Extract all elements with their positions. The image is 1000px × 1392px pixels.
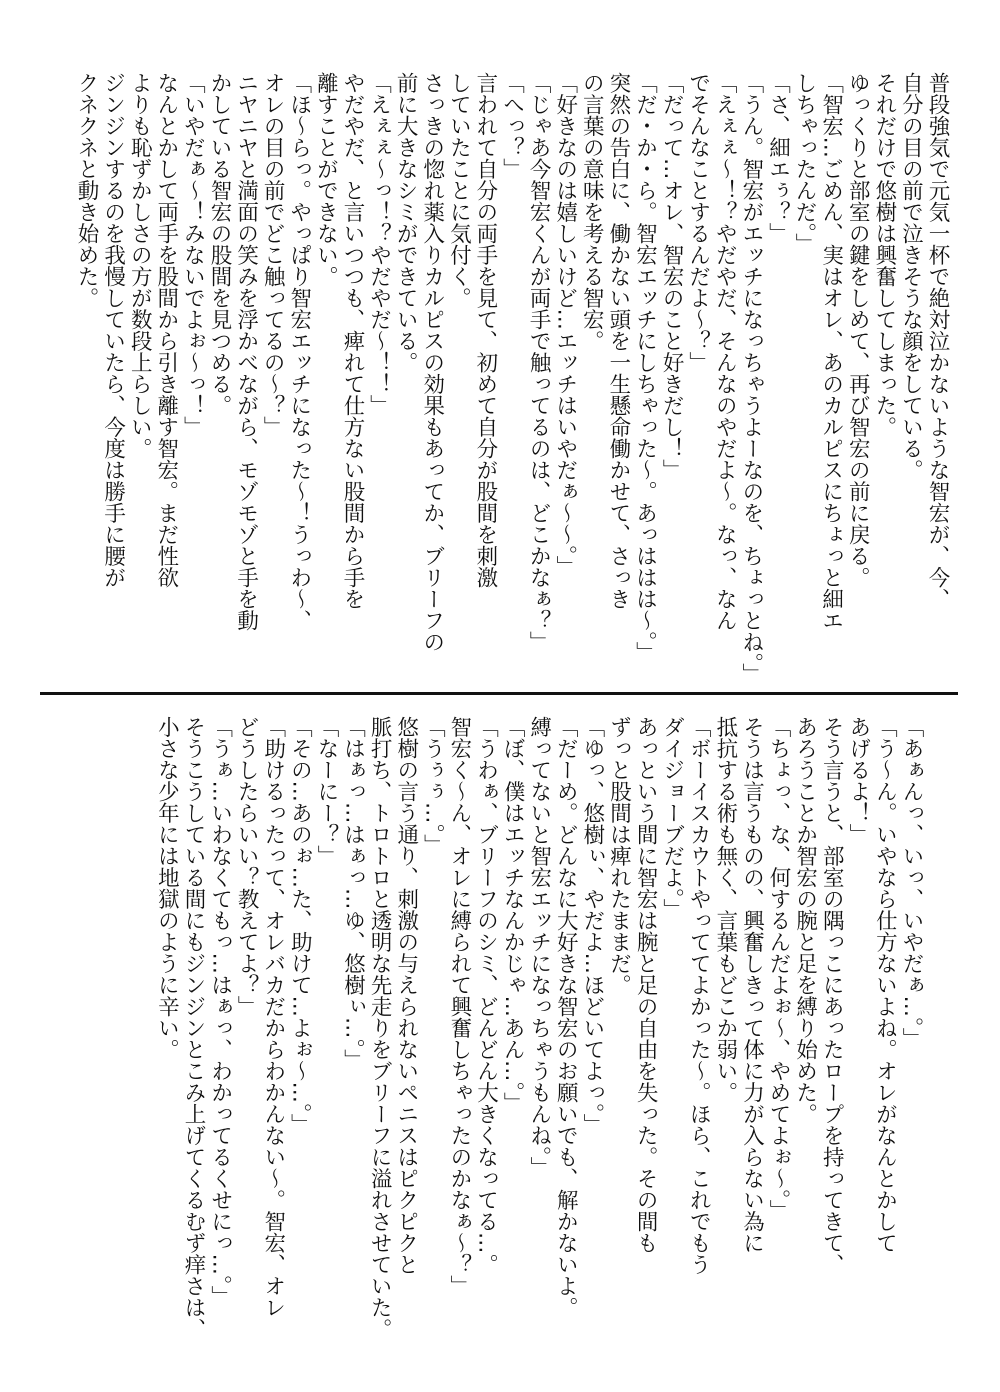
text-line: 「う～ん。いやなら仕方ないよね。オレがなんとかして bbox=[872, 716, 898, 1254]
text-line: なんとかして両手を股間から引き離す智宏。まだ性欲 bbox=[153, 72, 179, 588]
text-line: 「いやだぁ～！みないでよぉ～っ！」 bbox=[180, 72, 206, 438]
text-line: そうこうしている間にもジンジンとこみ上げてくるむず痒さは、 bbox=[180, 716, 206, 1340]
text-line: よりも恥ずかしさの方が数段上らしい。 bbox=[127, 72, 153, 459]
text-line: ゆっくりと部室の鍵をしめて、再び智宏の前に戻る。 bbox=[845, 72, 871, 588]
text-line: オレの目の前でどこ触ってるの～？」 bbox=[260, 72, 286, 438]
text-line: 「助けるったって、オレバカだからわかんない～。智宏、オレ bbox=[260, 716, 286, 1318]
text-line: 「はぁっ…はぁっ…ゆ、悠樹ぃ…。」 bbox=[340, 716, 366, 1071]
text-line: 「なーにー？」 bbox=[313, 716, 339, 867]
text-line: あろうことか智宏の腕と足を縛り始めた。 bbox=[792, 716, 818, 1125]
text-line: 離すことができない。 bbox=[313, 72, 339, 287]
text-line: さっきの惚れ薬入りカルピスの効果もあってか、ブリーフの bbox=[419, 72, 445, 653]
text-line: 突然の告白に、働かない頭を一生懸命働かせて、さっき bbox=[605, 72, 631, 610]
text-line: 前に大きなシミができている。 bbox=[393, 72, 419, 373]
text-line: 「ゆっ、悠樹ぃ、やだよ…ほどいてよっ。」 bbox=[579, 716, 605, 1136]
text-line: 「うぅぅ…。」 bbox=[420, 716, 446, 856]
bottom-text-section bbox=[153, 716, 924, 1356]
text-line: 「うわぁ、ブリーフのシミ、どんどん大きくなってる…。 bbox=[473, 716, 499, 1275]
text-line: どうしたらいい？教えてよ？」 bbox=[234, 716, 260, 1017]
text-line: 「えぇぇ～っ！？やだやだ～！！」 bbox=[366, 72, 392, 416]
section-divider bbox=[40, 692, 958, 695]
text-line: やだやだ、と言いつつも、痺れて仕方ない股間から手を bbox=[339, 72, 365, 610]
text-line: でそんなことするんだよ～？」 bbox=[685, 72, 711, 373]
text-line: 抵抗する術も無く、言葉もどこか弱い。 bbox=[712, 716, 738, 1103]
text-line: かしている智宏の股間を見つめる。 bbox=[206, 72, 232, 416]
text-line: 「智宏…ごめん、実はオレ、あのカルピスにちょっと細エ bbox=[818, 72, 844, 631]
text-line: 「だーめ。どんなに大好きな智宏のお願いでも、解かないよ。 bbox=[553, 716, 579, 1318]
text-line: 「ほ～らっ。やっぱり智宏エッチになった～！うっわ～、 bbox=[286, 72, 312, 631]
text-line: ジンジンするのを我慢していたら、今度は勝手に腰が bbox=[100, 72, 126, 588]
text-line: そう言うと、部室の隅っこにあったロープを持ってきて、 bbox=[819, 716, 845, 1275]
text-line: 脈打ち、トロトロと透明な先走りをブリーフに溢れさせていた。 bbox=[367, 716, 393, 1340]
text-line: 智宏く～ん、オレに縛られて興奮しちゃったのかなぁ～？」 bbox=[446, 716, 472, 1297]
text-line: ずっと股間は痺れたままだ。 bbox=[606, 716, 632, 996]
text-line: 自分の目の前で泣きそうな顔をしている。 bbox=[898, 72, 924, 481]
text-line: 「だ・か・ら。智宏エッチにしちゃった～。あっははは～。」 bbox=[632, 72, 658, 664]
text-line: 「だって…オレ、智宏のこと好きだし！」 bbox=[659, 72, 685, 481]
text-line: それだけで悠樹は興奮してしまった。 bbox=[871, 72, 897, 438]
text-line: の言葉の意味を考える智宏。 bbox=[579, 72, 605, 352]
text-line: していたことに気付く。 bbox=[446, 72, 472, 309]
text-line: クネクネと動き始めた。 bbox=[74, 72, 99, 309]
text-line: ダイジョーブだよ。」 bbox=[659, 716, 685, 921]
text-line: 「うぁ…いわなくてもっ…はぁっ、わかってるくせにっ…。」 bbox=[207, 716, 233, 1308]
text-line: 「あぁんっ、いっ、いやだぁ…。」 bbox=[899, 716, 924, 1050]
text-line: 「うん。智宏がエッチになっちゃうよーなのを、ちょっとね。」 bbox=[738, 72, 764, 685]
text-line: 「その…あのぉ…た、助けて…よぉ～…。」 bbox=[287, 716, 313, 1136]
text-line: 縛ってないと智宏エッチになっちゃうもんね。」 bbox=[526, 716, 552, 1179]
top-text-section bbox=[72, 72, 950, 685]
text-line: 悠樹の言う通り、刺激の与えられないペニスはピクピクと bbox=[393, 716, 419, 1275]
text-line: 小さな少年には地獄のように辛い。 bbox=[154, 716, 180, 1060]
text-line: 「ボーイスカウトやっててよかった～。ほら、これでもう bbox=[686, 716, 712, 1275]
text-line: あげるよ！」 bbox=[845, 716, 871, 845]
text-line: 普段強気で元気一杯で絶対泣かないような智宏が、今、 bbox=[925, 72, 950, 610]
text-line: あっという間に智宏は腕と足の自由を失った。その間も bbox=[633, 716, 659, 1254]
text-line: 「へっ？」 bbox=[499, 72, 525, 180]
text-line: 「じゃあ今智宏くんが両手で触ってるのは、どこかなぁ？」 bbox=[526, 72, 552, 653]
text-line: ニヤニヤと満面の笑みを浮かべながら、モゾモゾと手を動 bbox=[233, 72, 259, 631]
text-line: 「さ、細エぅ？」 bbox=[765, 72, 791, 244]
text-line: 「ちょっ、な、何するんだよぉ～、やめてよぉ～。」 bbox=[766, 716, 792, 1222]
text-line: そうは言うものの、興奮しきって体に力が入らない為に bbox=[739, 716, 765, 1254]
text-line: 言われて自分の両手を見て、初めて自分が股間を刺激 bbox=[472, 72, 498, 588]
text-line: しちゃったんだ。」 bbox=[792, 72, 818, 255]
text-line: 「好きなのは嬉しいけど…エッチはいやだぁ～～。」 bbox=[552, 72, 578, 578]
text-line: 「ぼ、僕はエッチなんかじゃ…あん…。」 bbox=[500, 716, 526, 1114]
text-line: 「えぇぇ～！？やだやだ、そんなのやだよ～。なっ、なん bbox=[712, 72, 738, 631]
